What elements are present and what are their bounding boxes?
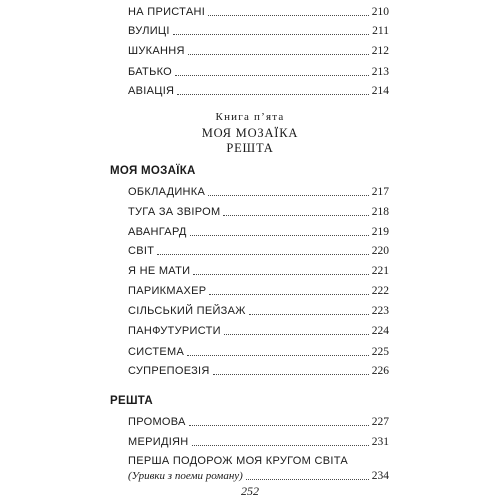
toc-entry bbox=[128, 341, 389, 359]
toc-entry bbox=[128, 201, 389, 219]
entry-title: АВАНГАРД bbox=[128, 226, 187, 238]
entry-page: 220 bbox=[371, 245, 389, 257]
toc-entry bbox=[128, 260, 389, 278]
entry-title: СИСТЕМА bbox=[128, 346, 185, 358]
entry-page: 222 bbox=[371, 285, 389, 297]
entry-page: 226 bbox=[371, 365, 389, 377]
entry-page: 221 bbox=[371, 265, 389, 277]
dot-leader bbox=[208, 195, 369, 196]
dot-leader bbox=[213, 374, 369, 375]
entry-title: СУПРЕПОЕЗІЯ bbox=[128, 365, 210, 377]
entry-title: СВІТ bbox=[128, 245, 155, 257]
entry-title: ПАНФУТУРИСТИ bbox=[128, 325, 221, 337]
group-heading: РЕШТА bbox=[110, 395, 154, 407]
toc-entry bbox=[128, 1, 389, 19]
entry-page: 224 bbox=[371, 325, 389, 337]
toc-entry bbox=[128, 300, 389, 318]
dot-leader bbox=[157, 254, 368, 255]
entry-subtitle: (Уривки з поеми роману) bbox=[128, 470, 243, 482]
book-subtitle: РЕШТА bbox=[226, 141, 274, 155]
dot-leader bbox=[246, 479, 369, 480]
entry-title: НА ПРИСТАНІ bbox=[128, 6, 206, 18]
book-title: МОЯ МОЗАЇКА bbox=[201, 126, 299, 140]
dot-leader bbox=[173, 34, 369, 35]
entry-page: 214 bbox=[371, 85, 389, 97]
toc-entry bbox=[128, 80, 389, 98]
dot-leader bbox=[188, 54, 369, 55]
entry-page: 210 bbox=[371, 6, 389, 18]
toc-entry bbox=[128, 411, 389, 429]
entry-title: ВУЛИЦІ bbox=[128, 25, 170, 37]
page-number: 252 bbox=[241, 484, 259, 498]
entry-title: ШУКАННЯ bbox=[128, 45, 185, 57]
entry-title: МЕРИДІЯН bbox=[128, 436, 189, 448]
entry-page: 218 bbox=[371, 206, 389, 218]
entry-title: Я НЕ МАТИ bbox=[128, 265, 191, 277]
entry-title: ОБКЛАДИНКА bbox=[128, 186, 206, 198]
entry-title: ТУГА ЗА ЗВІРОМ bbox=[128, 206, 221, 218]
dot-leader bbox=[224, 334, 369, 335]
entry-title: СІЛЬСЬКИЙ ПЕЙЗАЖ bbox=[128, 305, 246, 317]
dot-leader bbox=[177, 94, 368, 95]
entry-page: 217 bbox=[371, 186, 389, 198]
dot-leader bbox=[192, 445, 369, 446]
entry-page: 231 bbox=[371, 436, 389, 448]
toc-entry bbox=[128, 431, 389, 449]
entry-page: 211 bbox=[372, 25, 389, 37]
entry-page: 227 bbox=[371, 416, 389, 428]
dot-leader bbox=[208, 15, 369, 16]
dot-leader bbox=[223, 215, 368, 216]
book-label: Книга п’ята bbox=[215, 111, 285, 123]
entry-title: ПАРИКМАХЕР bbox=[128, 285, 207, 297]
toc-entry bbox=[128, 20, 389, 38]
entry-page: 219 bbox=[371, 226, 389, 238]
dot-leader bbox=[189, 425, 369, 426]
entry-title: ПЕРША ПОДОРОЖ МОЯ КРУГОМ СВІТА bbox=[128, 455, 349, 467]
group-heading: МОЯ МОЗАЇКА bbox=[110, 165, 196, 177]
toc-entry bbox=[128, 320, 389, 338]
dot-leader bbox=[249, 314, 369, 315]
entry-page: 213 bbox=[371, 66, 389, 78]
toc-entry bbox=[128, 40, 389, 58]
toc-entry bbox=[128, 240, 389, 258]
dot-leader bbox=[193, 274, 368, 275]
toc-entry bbox=[128, 221, 389, 239]
entry-title: ПРОМОВА bbox=[128, 416, 186, 428]
dot-leader bbox=[175, 75, 369, 76]
toc-entry bbox=[128, 465, 389, 483]
entry-title: АВІАЦІЯ bbox=[128, 85, 175, 97]
toc-entry bbox=[128, 280, 389, 298]
dot-leader bbox=[187, 355, 369, 356]
toc-entry bbox=[128, 360, 389, 378]
dot-leader bbox=[209, 294, 368, 295]
entry-page: 225 bbox=[371, 346, 389, 358]
dot-leader bbox=[190, 235, 369, 236]
entry-page: 223 bbox=[371, 305, 389, 317]
entry-page: 234 bbox=[371, 470, 389, 482]
toc-entry bbox=[128, 181, 389, 199]
entry-page: 212 bbox=[371, 45, 389, 57]
entry-title: БАТЬКО bbox=[128, 66, 173, 78]
toc-entry bbox=[128, 61, 389, 79]
